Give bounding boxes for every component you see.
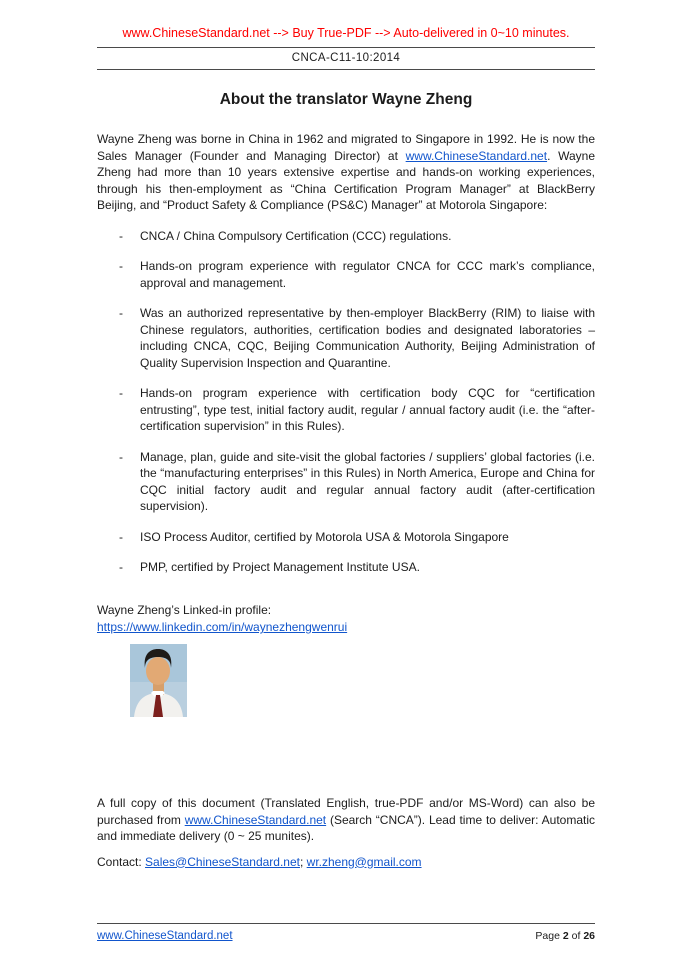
contact-line	[97, 854, 595, 871]
document-code: CNCA-C11-10:2014	[291, 52, 401, 64]
page-number-prefix: Page	[535, 930, 563, 942]
intro-text-after: . Wayne Zheng had more than 10 years extensive expertise and hands-on working experiences, through his then-employment as “China Certification Program Manager” at BlackBerry Beijing, and “Product Safety & Compliance (PS&C) Manager” at Motorola Singapore:	[97, 148, 595, 212]
bullet-text: Hands-on program experience with regulator CNCA for CCC mark’s compliance, approval and management.	[140, 259, 595, 290]
footer-row	[97, 924, 595, 942]
sales-email-link[interactable]: Sales@ChineseStandard.net	[145, 854, 300, 869]
bullet-marker: -	[119, 449, 123, 464]
purchase-text-after: (Search “CNCA”). Lead time to deliver: Automatic and immediate delivery (0 ~ 25 munites).	[97, 812, 595, 843]
bullet-marker: -	[119, 306, 123, 320]
bullet-marker: -	[119, 386, 123, 400]
list-item	[119, 449, 595, 515]
page-number	[535, 930, 595, 942]
page-number-current: 2	[562, 930, 569, 942]
chinesestandard-link[interactable]: www.ChineseStandard.net	[405, 148, 548, 163]
list-item	[119, 228, 595, 245]
header-divider-bottom	[97, 69, 595, 70]
bullet-text: CNCA / China Compulsory Certification (CCC) regulations.	[140, 228, 452, 243]
bullet-text: Manage, plan, guide and site-visit the global factories / suppliers’ global factories (i.e. the “manufacturing enterprises” in this Rules) in North America, Europe and China for CQC initial factory audit and regular annual factory audit (after-certification supervision).	[140, 449, 595, 513]
promo-banner	[97, 26, 595, 47]
promo-banner-link[interactable]: www.ChineseStandard.net --> Buy True-PDF --> Auto-delivered in 0~10 minutes.	[122, 26, 570, 40]
bullet-text: Hands-on program experience with certification body CQC for “certification entrusting”, type test, initial factory audit, regular / annual factory audit (i.e. the “after-certification supervision” in this Rules).	[140, 386, 595, 433]
bullet-text: ISO Process Auditor, certified by Motorola USA & Motorola Singapore	[140, 529, 509, 544]
bullet-marker: -	[119, 560, 123, 574]
purchase-paragraph	[97, 795, 595, 845]
list-item	[119, 258, 595, 291]
purchase-text-before: A full copy of this document (Translated English, true-PDF and/or MS-Word) can also be purchased from	[97, 796, 595, 827]
linkedin-link[interactable]: https://www.linkedin.com/in/waynezhengwenrui	[97, 620, 348, 634]
linkedin-label: Wayne Zheng’s Linked-in profile:	[97, 602, 272, 617]
list-item	[119, 385, 595, 435]
page-title: About the translator Wayne Zheng	[219, 91, 473, 108]
footer-site-link[interactable]: www.ChineseStandard.net	[97, 930, 233, 942]
purchase-site-link[interactable]: www.ChineseStandard.net	[184, 812, 327, 827]
personal-email-link[interactable]: wr.zheng@gmail.com	[306, 854, 422, 869]
contact-label: Contact:	[97, 854, 146, 869]
bullet-marker: -	[119, 529, 123, 544]
list-item	[119, 559, 595, 576]
list-item	[119, 305, 595, 371]
bullet-text: PMP, certified by Project Management Institute USA.	[140, 560, 420, 574]
page-number-middle: of	[568, 930, 584, 942]
bullet-marker: -	[119, 259, 123, 273]
translator-photo-illustration	[130, 644, 187, 717]
translator-photo	[130, 644, 187, 717]
page-number-total: 26	[583, 930, 595, 942]
qualifications-list	[97, 228, 595, 576]
contact-separator: ;	[299, 854, 307, 869]
bullet-text: Was an authorized representative by then-employer BlackBerry (RIM) to liaise with Chinese regulators, authorities, certification bodies and designated laboratories – including CNCA, CQC, Beijing Communication Authority, Beijing Administration of Quality Supervision Inspection and Quarantine.	[140, 306, 595, 370]
intro-paragraph	[97, 131, 595, 214]
list-item	[119, 529, 595, 546]
intro-text-before: Wayne Zheng was borne in China in 1962 and migrated to Singapore in 1992. He is now the Sales Manager (Founder and Managing Director) at	[97, 132, 595, 163]
page-footer	[97, 923, 595, 942]
bullet-marker: -	[119, 228, 123, 243]
